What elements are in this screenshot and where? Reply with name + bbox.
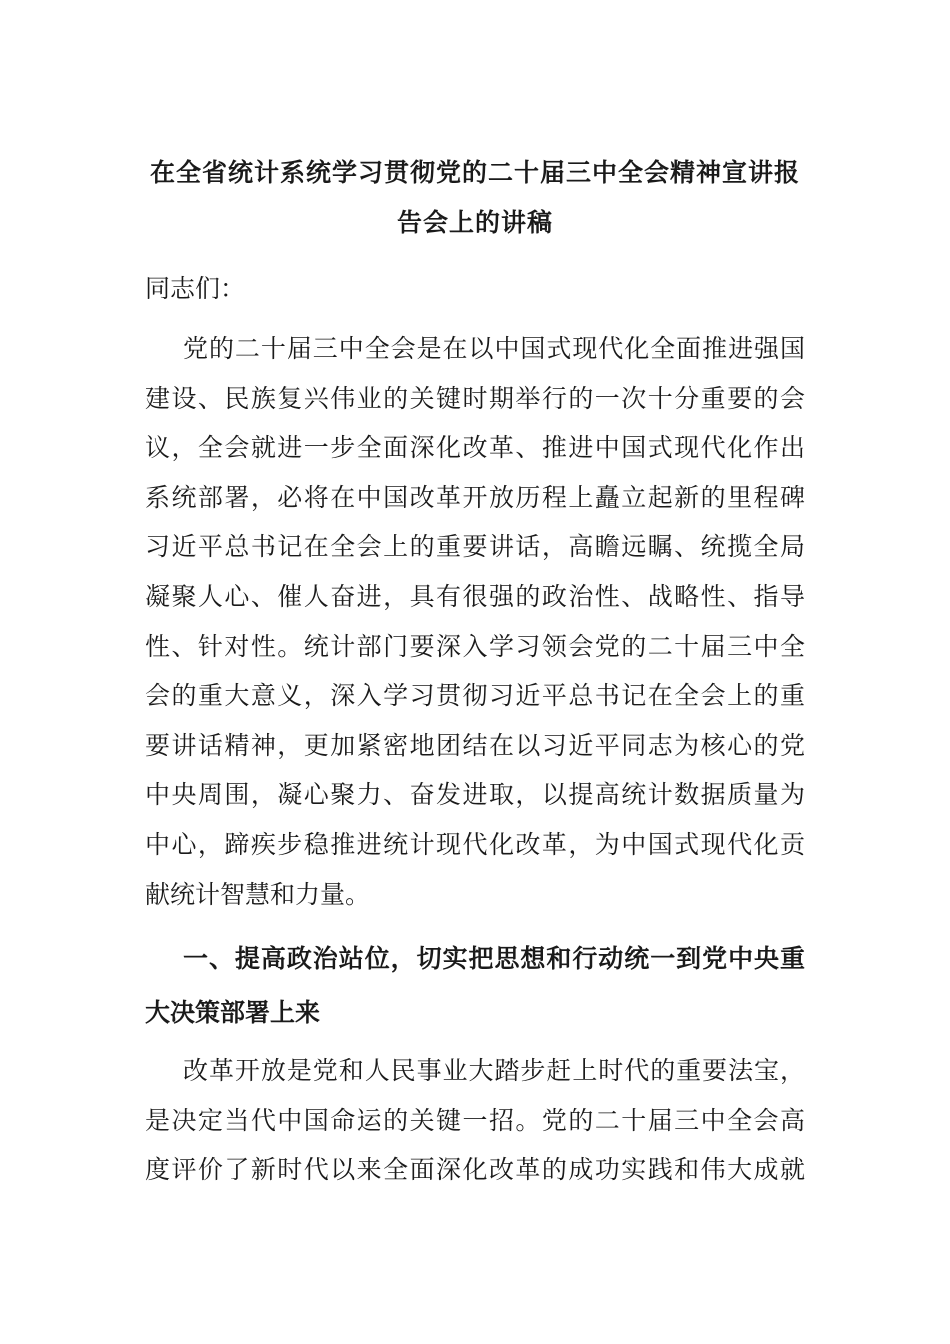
paragraph-line: 系统部署，必将在中国改革开放历程上矗立起新的里程碑	[145, 482, 805, 512]
paragraph-line: 凝聚人心、催人奋进，具有很强的政治性、战略性、指导	[145, 581, 805, 611]
title-line-1: 在全省统计系统学习贯彻党的二十届三中全会精神宣讲报	[149, 158, 800, 187]
title-line-2: 告会上的讲稿	[396, 208, 553, 237]
paragraph-line: 议，全会就进一步全面深化改革、推进中国式现代化作出	[145, 433, 805, 463]
paragraph-line: 是决定当代中国命运的关键一招。党的二十届三中全会高	[145, 1105, 805, 1135]
paragraph-line: 中央周围，凝心聚力、奋发进取，以提高统计数据质量为	[145, 780, 805, 810]
paragraph-line: 中心，蹄疾步稳推进统计现代化改革，为中国式现代化贡	[145, 829, 805, 859]
section-heading-1	[145, 932, 805, 1040]
paragraph-2	[145, 1046, 805, 1195]
paragraph-line: 改革开放是党和人民事业大踏步赶上时代的重要法宝，	[183, 1056, 805, 1085]
paragraph-line: 建设、民族复兴伟业的关键时期举行的一次十分重要的会	[145, 383, 805, 413]
paragraph-line: 要讲话精神，更加紧密地团结在以习近平同志为核心的党	[145, 730, 805, 760]
paragraph-line: 献统计智慧和力量。	[145, 879, 371, 909]
document-title	[145, 148, 805, 248]
paragraph-1	[145, 324, 805, 919]
paragraph-line: 会的重大意义，深入学习贯彻习近平总书记在全会上的重	[145, 681, 805, 711]
paragraph-line: 党的二十届三中全会是在以中国式现代化全面推进强国	[183, 334, 805, 363]
paragraph-line: 性、针对性。统计部门要深入学习领会党的二十届三中全	[145, 631, 805, 661]
paragraph-line: 度评价了新时代以来全面深化改革的成功实践和伟大成就	[145, 1155, 805, 1185]
salutation: 同志们：	[145, 274, 246, 303]
heading-line: 大决策部署上来	[145, 998, 321, 1027]
heading-line: 一、提高政治站位，切实把思想和行动统一到党中央重	[183, 944, 805, 973]
paragraph-line: 习近平总书记在全会上的重要讲话，高瞻远瞩、统揽全局	[145, 532, 805, 562]
